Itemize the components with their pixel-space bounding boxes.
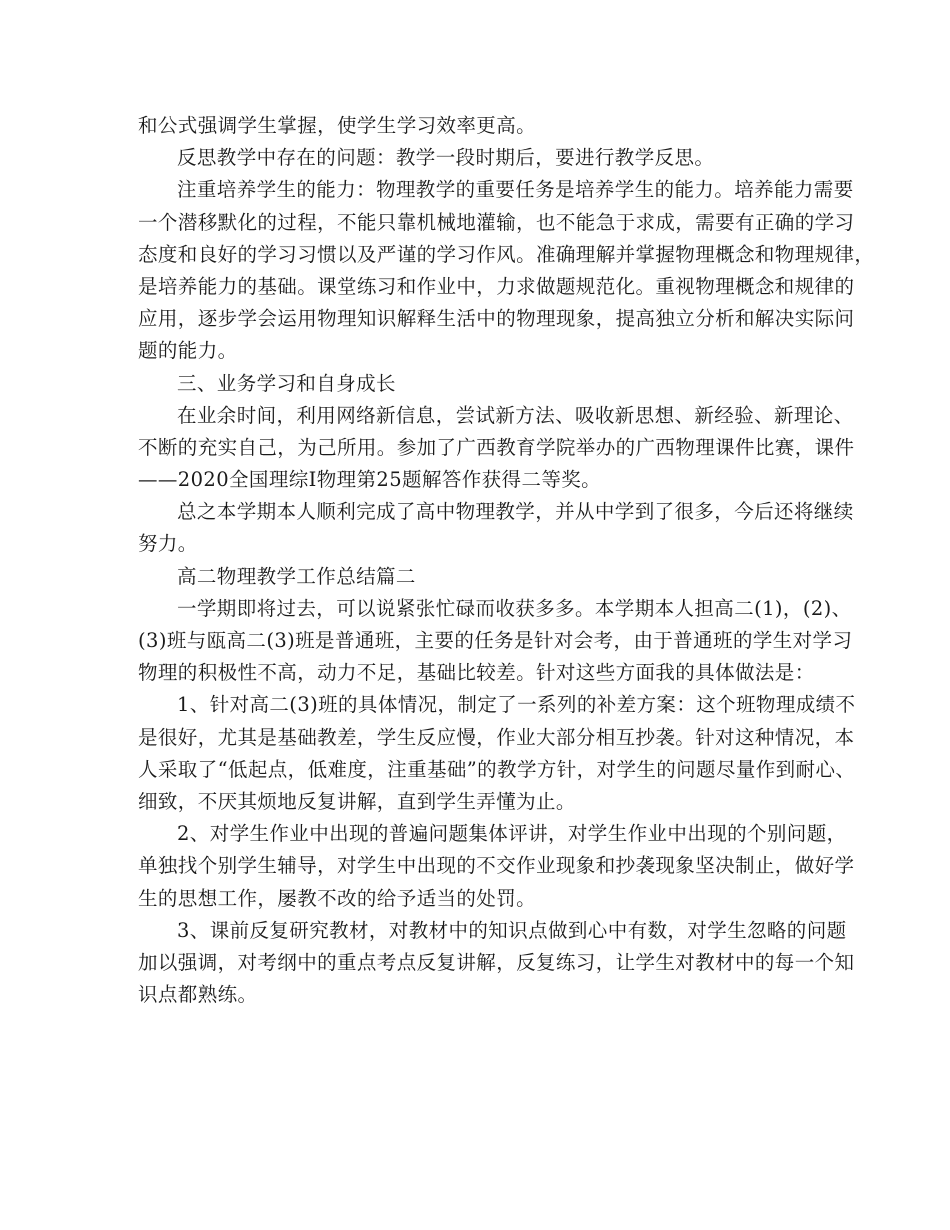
text-line: (3)班与瓯高二(3)班是普通班，主要的任务是针对会考，由于普通班的学生对学习 (138, 629, 853, 652)
text-line: 总之本学期本人顺利完成了高中物理教学，并从中学到了很多，今后还将继续 (177, 500, 854, 524)
text-line: 识点都熟练。 (138, 983, 258, 1007)
text-line: 高二物理教学工作总结篇二 (177, 564, 416, 588)
text-line: 三、业务学习和自身成长 (177, 371, 396, 395)
text-line: ——2020全国理综Ⅰ物理第25题解答作获得二等奖。 (138, 468, 602, 492)
text-line: 3、课前反复研究教材，对教材中的知识点做到心中有数，对学生忽略的问题 (177, 918, 847, 942)
text-line: 单独找个别学生辅导，对学生中出现的不交作业现象和抄袭现象坚决制止，做好学 (138, 854, 855, 878)
text-line: 应用，逐步学会运用物理知识解释生活中的物理现象，提高独立分析和解决实际问 (138, 307, 855, 331)
text-line: 1、针对高二(3)班的具体情况，制定了一系列的补差方案：这个班物理成绩不 (177, 693, 856, 717)
text-line: 不断的充实自己，为己所用。参加了广西教育学院举办的广西物理课件比赛，课件 (138, 435, 855, 459)
text-line: 题的能力。 (138, 339, 238, 363)
text-line: 加以强调，对考纲中的重点考点反复讲解，反复练习，让学生对教材中的每一个知 (138, 950, 855, 974)
text-line: 物理的积极性不高，动力不足，基础比较差。针对这些方面我的具体做法是： (138, 661, 815, 685)
text-line: 反思教学中存在的问题：教学一段时期后，要进行教学反思。 (177, 146, 715, 170)
text-line: 注重培养学生的能力：物理教学的重要任务是培养学生的能力。培养能力需要 (177, 178, 854, 202)
document-body (138, 110, 875, 1011)
text-line: 一个潜移默化的过程，不能只靠机械地灌输，也不能急于求成，需要有正确的学习 (138, 210, 855, 234)
text-line: 生的思想工作，屡教不改的给予适当的处罚。 (138, 886, 537, 910)
text-line: 是很好，尤其是基础教差，学生反应慢，作业大部分相互抄袭。针对这种情况，本 (138, 725, 855, 749)
text-line: 2、对学生作业中出现的普遍问题集体评讲，对学生作业中出现的个别问题， (177, 822, 847, 846)
text-line: 一学期即将过去，可以说紧张忙碌而收获多多。本学期本人担高二(1)，(2)、 (177, 596, 852, 620)
text-line: 人采取了“低起点，低难度，注重基础”的教学方针，对学生的问题尽量作到耐心、 (138, 757, 856, 781)
text-line: 努力。 (138, 532, 198, 556)
text-line: 态度和良好的学习习惯以及严谨的学习作风。准确理解并掌握物理概念和物理规律， (138, 242, 875, 266)
text-line: 是培养能力的基础。课堂练习和作业中，力求做题规范化。重视物理概念和规律的 (138, 274, 855, 298)
text-line: 细致，不厌其烦地反复讲解，直到学生弄懂为止。 (138, 789, 576, 813)
text-line: 在业余时间，利用网络新信息，尝试新方法、吸收新思想、新经验、新理论、 (177, 403, 854, 427)
text-line: 和公式强调学生掌握，使学生学习效率更高。 (138, 114, 537, 137)
